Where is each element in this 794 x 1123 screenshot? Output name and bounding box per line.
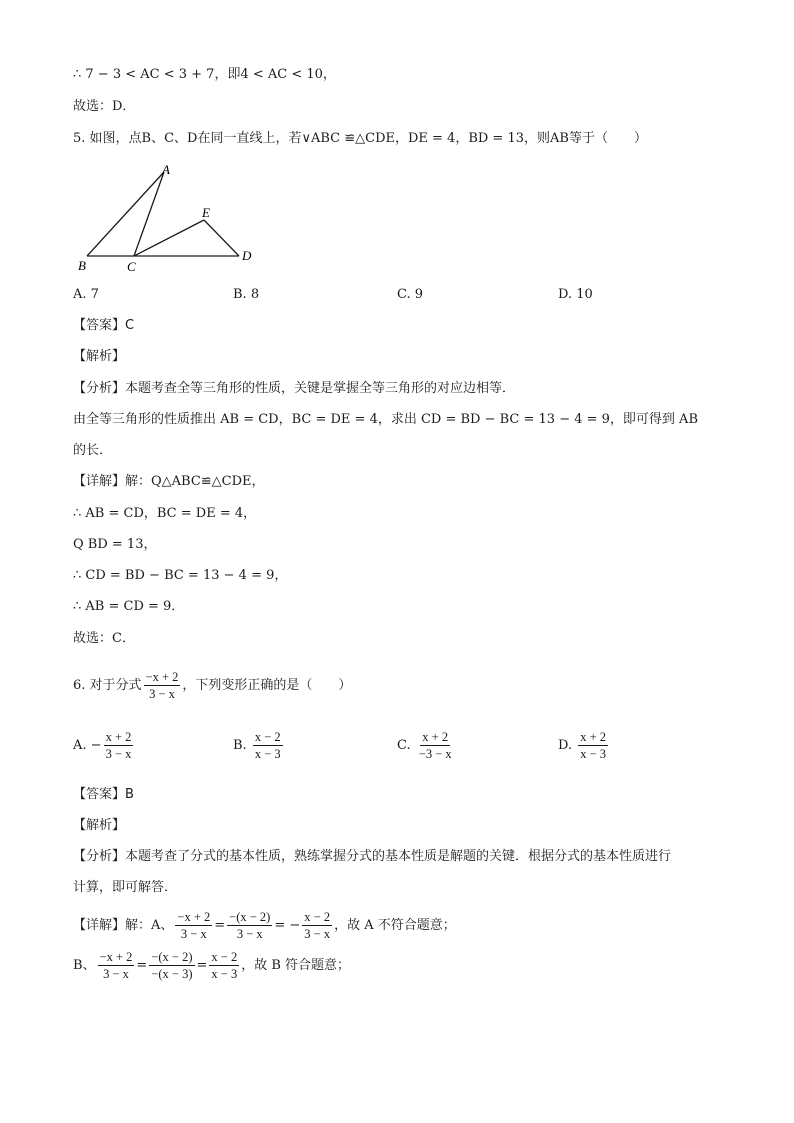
- question-5-stem: 5. 如图，点B、C、D在同一直线上，若∨ABC ≌△CDE，DE = 4，BD = 13，则AB等于（ ）: [73, 131, 647, 146]
- q6-option-d-label: D.: [558, 738, 573, 753]
- q6-fraction-den: 3 − x: [149, 687, 175, 701]
- q5-reasoning-1: 由全等三角形的性质推出 AB = CD，BC = DE = 4，求出 CD = BD − BC = 13 − 4 = 9，即可得到 AB: [73, 412, 699, 427]
- q6-detail-b-equals: =: [136, 958, 148, 973]
- q6-detail-a-frac-3: [302, 910, 332, 941]
- q6-option-d-den: x − 3: [580, 747, 607, 761]
- q5-analysis-heading: 【解析】: [73, 349, 126, 364]
- q6-option-c-den: −3 − x: [418, 747, 452, 761]
- q6-option-b-den: x − 3: [254, 747, 281, 761]
- solution-line-inequality: ∴ 7 − 3 < AC < 3 + 7，即4 < AC < 10，: [73, 67, 336, 82]
- q6-option-d: [558, 730, 610, 761]
- q6-detail-b-prefix: B、: [73, 958, 96, 973]
- q6-detail-a: [73, 910, 456, 941]
- q6-detail-a-prefix: 【详解】解：A、: [73, 918, 174, 933]
- q6-analysis-heading: 【解析】: [73, 818, 126, 833]
- q5-option-c: C. 9: [397, 287, 424, 302]
- figure-label-b: B: [78, 258, 86, 273]
- q6-option-a: [73, 730, 135, 761]
- q6-detail-a-frac-2-den: 3 − x: [236, 927, 263, 941]
- q6-detail-a-frac-2-num: −(x − 2): [229, 910, 271, 924]
- q6-analysis-1: 【分析】本题考查了分式的基本性质，熟练掌握分式的基本性质是解题的关键．根据分式的基本性质进行: [73, 849, 672, 864]
- q6-option-d-fraction: [578, 730, 608, 761]
- q6-detail-a-frac-3-den: 3 − x: [304, 927, 331, 941]
- q5-step-3: ∴ CD = BD − BC = 13 − 4 = 9，: [73, 568, 288, 583]
- q6-detail-b-suffix: ，故 B 符合题意；: [241, 958, 351, 973]
- q6-detail-b: [73, 950, 350, 981]
- q6-stem-suffix: ，下列变形正确的是（ ）: [182, 678, 352, 693]
- q6-option-c-fraction: [417, 730, 454, 761]
- q5-step-1: ∴ AB = CD，BC = DE = 4，: [73, 506, 257, 521]
- q6-detail-b-frac-2-num: −(x − 2): [151, 950, 193, 964]
- q6-detail-b-frac-1-den: 3 − x: [103, 967, 129, 981]
- q6-option-a-den: 3 − x: [105, 747, 132, 761]
- q5-detail-heading: 【详解】解：Q△ABC≌△CDE，: [73, 474, 265, 489]
- figure-label-e: E: [202, 205, 210, 220]
- q5-answer: 【答案】C: [73, 318, 135, 333]
- q6-option-c-label: C.: [397, 738, 411, 753]
- q6-option-c-num: x + 2: [422, 730, 449, 744]
- q6-option-a-fraction: [104, 730, 134, 761]
- q6-detail-a-equals: =: [214, 918, 226, 933]
- q5-conclusion: 故选：C．: [73, 631, 135, 646]
- q6-detail-a-frac-1: [175, 910, 212, 941]
- q6-option-a-num: x + 2: [105, 730, 132, 744]
- q5-analysis: 【分析】本题考查全等三角形的性质，关键是掌握全等三角形的对应边相等．: [73, 381, 516, 396]
- q6-detail-b-frac-2: [149, 950, 194, 981]
- q6-option-d-num: x + 2: [580, 730, 607, 744]
- q6-analysis-2: 计算，即可解答．: [73, 880, 178, 895]
- q6-detail-a-frac-3-num: x − 2: [304, 910, 331, 924]
- q6-detail-b-frac-2-den: −(x − 3): [151, 967, 193, 981]
- q6-fraction-num: −x + 2: [145, 670, 179, 684]
- q6-detail-a-frac-1-num: −x + 2: [177, 910, 211, 924]
- figure-label-d: D: [242, 248, 252, 263]
- q6-option-c: [397, 730, 456, 761]
- q6-option-b-num: x − 2: [254, 730, 281, 744]
- figure-label-c: C: [127, 259, 136, 274]
- q6-detail-b-frac-3-num: x − 2: [211, 950, 238, 964]
- q6-answer: 【答案】B: [73, 787, 134, 802]
- q6-option-b: [233, 730, 285, 761]
- q6-stem-prefix: 6. 对于分式: [73, 678, 142, 693]
- q5-option-a: A. 7: [73, 287, 99, 302]
- q6-detail-a-equals-neg: = −: [274, 918, 301, 933]
- q6-detail-b-frac-3: [209, 950, 239, 981]
- question-6-stem: [73, 670, 351, 701]
- solution-line-choice-d: 故选：D．: [73, 99, 136, 114]
- triangle-figure: [76, 160, 266, 275]
- q6-detail-a-frac-2: [227, 910, 272, 941]
- q5-reasoning-2: 的长．: [73, 443, 113, 458]
- q6-option-a-label: A.: [73, 738, 87, 753]
- q6-detail-b-equals-2: =: [196, 958, 208, 973]
- q6-detail-b-frac-1: [98, 950, 135, 981]
- q6-detail-a-suffix: ，故 A 不符合题意；: [334, 918, 456, 933]
- q6-option-b-label: B.: [233, 738, 247, 753]
- q5-option-b: B. 8: [233, 287, 260, 302]
- q6-option-a-sign: −: [90, 738, 102, 753]
- figure-label-a: A: [162, 162, 170, 177]
- q6-detail-b-frac-3-den: x − 3: [211, 967, 238, 981]
- q5-step-4: ∴ AB = CD = 9．: [73, 599, 185, 614]
- q5-step-2: Q BD = 13，: [73, 537, 157, 552]
- q6-fraction: [144, 670, 181, 701]
- q6-option-b-fraction: [253, 730, 283, 761]
- q6-detail-b-frac-1-num: −x + 2: [99, 950, 133, 964]
- q6-detail-a-frac-1-den: 3 − x: [180, 927, 207, 941]
- q5-option-d: D. 10: [558, 287, 593, 302]
